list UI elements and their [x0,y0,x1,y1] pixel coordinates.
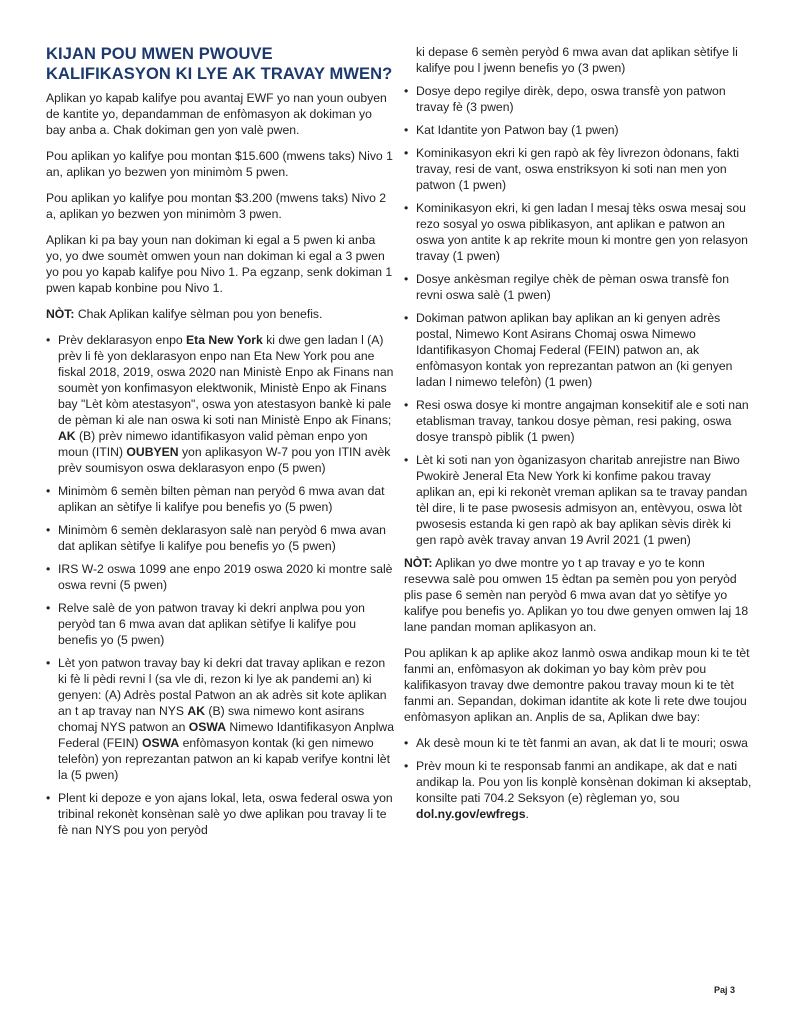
list-item [404,122,752,138]
intro-paragraph-3: Pou aplikan yo kalifye pou montan $3.200 (mwens taks) Nivo 2 a, aplikan yo bezwen yon minimòm 3 pwen. [46,191,387,221]
text-segment: Kat Idantite yon Patwon bay (1 pwen) [416,123,619,137]
list-item-text [58,601,365,647]
list-item [404,758,752,822]
document-list-left [46,332,394,838]
intro-paragraph-1: Aplikan yo kapab kalifye pou avantaj EWF yo nan youn oubyen de kantite yo, depandamman de enfòmasyon ak dokiman yo bay anba a. Chak dokiman gen yon valè pwen. [46,91,387,137]
bullet-icon: • [46,333,51,347]
bold-text: Eta New York [186,333,263,347]
text-segment: ki dwe gen ladan l (A) prèv li fè yon deklarasyon enpo nan Eta New York pou ane fiskal 2018, 2019, oswa 2020 nan Ministè Enpo ak Finans nan soumèt yon konfimasyon elektwonik, Ministè Enpo ak Finans bay "Lèt kòm atestasyon", oswa yon atestasyon bankè ki pale de pèman ki ale nan oswa ki soti nan Ministè Enpo ak Finans; [58,333,394,427]
bullet-icon: • [46,601,51,615]
list-item-text [416,123,619,137]
text-segment: Dosye ankèsman regilye chèk de pèman oswa transfè fon revni oswa salè (1 pwen) [416,272,729,302]
note-one-benefit [46,306,394,322]
bullet-icon: • [404,759,409,773]
bullet-icon: • [404,736,409,750]
list-item-text [416,146,739,192]
left-column [46,44,394,845]
list-item-text [58,562,392,592]
list-item [46,655,394,783]
text-segment: Kominikasyon ekri, ki gen ladan l mesaj tèks oswa mesaj sou rezo sosyal yo oswa piblikasyon, ant aplikan e patwon an oswa yon antite k ap rekrite moun ki montre gen yon relasyon travay (1 pwen) [416,201,748,263]
list-item-text [416,311,732,389]
list-item [46,790,394,838]
text-segment: Minimòm 6 semèn bilten pèman nan peryòd 6 mwa avan dat aplikan an sètifye li kalifye pou benefis yo (5 pwen) [58,484,385,514]
text-segment: Prèv deklarasyon enpo [58,333,187,347]
text-segment: Dokiman patwon aplikan bay aplikan an ki genyen adrès postal, Nimewo Kont Asirans Chomaj oswa Nimewo Idantifikasyon Chomaj Federal (FEIN) patwon an, ak enfòmasyon kontak yon reprezantan patwon an (ki genyen ladan l nimewo telefòn) (1 pwen) [416,311,733,389]
bullet-icon: • [46,523,51,537]
bold-text: OSWA [188,720,226,734]
text-segment: Prèv moun ki te responsab fanmi an andikape, ak dat e nati andikap la. Pou yon lis konplè konsènan dokiman ki akseptab, konsilte pati 704.2 Seksyon (e) règleman yo, sou [416,759,752,805]
list-item-text [416,736,748,750]
text-segment: Lèt ki soti nan yon òganizasyon charitab anrejistre nan Biwo Pwokirè Jeneral Eta New York ki konfime pakou travay aplikan an, epi ki rekonèt vreman aplikan sa te travay pandan tèl dire, li te pase pwosesis admisyon an, entèvyou, oswa lòt pwosesis estanda ki gen rapò ak bay aplikan sèvis dirèk ki gen rapò avèk travay anvan 19 Avril 2021 (1 pwen) [416,453,748,547]
note-label: NÒT: [46,307,75,321]
text-segment: Plent ki depoze e yon ajans lokal, leta, oswa federal oswa yon tribinal rekonèt konsènan salè yo dwe aplikan pou travay li te fè nan NYS pou yon peryòd [58,791,393,837]
list-item-text [58,791,393,837]
text-segment: ki depase 6 semèn peryòd 6 mwa avan dat aplikan sètifye li kalifye pou l jwenn benefis yo (3 pwen) [416,45,738,75]
text-segment: Resi oswa dosye ki montre angajman konsekitif ale e soti nan etablisman travay, tankou dosye pèman, resi paking, oswa dosye transpò piblik (1 pwen) [416,398,749,444]
text-segment: . [525,807,529,821]
bold-text: OSWA [141,736,180,750]
page-number: Paj 3 [714,985,736,995]
bullet-icon: • [404,201,409,215]
death-disability-paragraph: Pou aplikan k ap aplike akoz lanmò oswa andikap moun ki te tèt fanmi an, enfòmasyon ak dokiman yo bay kòm prèv pou kalifikasyon travay dwe demontre pakou travay moun ki te tèt fanmi an. Sepandan, dokiman idantite ak kote li rete dwe toujou enfòmasyon aplikan an. Anplis de sa, Aplikan dwe bay: [404,646,750,724]
text-segment: Kominikasyon ekri ki gen rapò ak fèy livrezon òdonans, fakti travay, resi de vant, oswa enstriksyon ki soti nan men yon patwon (1 pwen) [416,146,740,192]
list-item [404,397,752,445]
list-item-text [416,453,747,547]
bullet-icon: • [46,791,51,805]
list-item [404,200,752,264]
bold-text: OUBYEN [126,445,179,459]
text-segment: (B) prèv nimewo idantifikasyon valid pèman enpo yon moun (ITIN) [58,429,368,459]
list-item-text [58,333,393,475]
text-segment: Minimòm 6 semèn deklarasyon salè nan peryòd 6 mwa avan dat aplikan sètifye li kalifye pou benefis yo (5 pwen) [58,523,386,553]
text-segment: Relve salè de yon patwon travay ki dekri anplwa pou yon peryòd tan 6 mwa avan dat aplikan sètifye li kalifye pou benefis yo (5 pwen) [58,601,365,647]
bullet-icon: • [46,562,51,576]
note-text: Aplikan yo dwe montre yo t ap travay e yo te konn resevwa salè pou omwen 15 èdtan pa semèn pou yon peryòd plis pase 6 semèn nan peryòd 6 mwa avan dat yo sètifye yo kalifye pou benefis yo. Aplikan yo tou dwe genyen omwen laj 18 lane pandan moman aplikasyon an. [404,556,749,634]
list-item [404,44,752,76]
bullet-icon: • [46,484,51,498]
text-segment: enfòmasyon kontak (ki gen nimewo telefòn) yon reprezantan patwon an ki kapab verifye kontni lèt la (5 pwen) [58,736,390,782]
list-item-text [416,84,726,114]
document-list-right [404,44,752,548]
list-item [404,83,752,115]
text-segment: (B) swa nimewo kont asirans chomaj NYS patwon an [58,704,365,734]
list-item-text [416,45,738,75]
bold-text: AK [187,704,206,718]
list-item-text [416,272,729,302]
bullet-icon: • [404,398,409,412]
text-segment: Lèt yon patwon travay bay ki dekri dat travay aplikan e rezon ki fè li pèdi revni l (sa vle di, rezon ki lye ak pandemi an) ki genyen: (A) Adrès postal Patwon an ak adrès sit kote aplikan an t ap travay nan NYS [58,656,387,718]
bullet-icon: • [46,656,51,670]
text-segment: yon aplikasyon W-7 pou yon ITIN avèk prèv soumisyon oswa deklarasyon enpo (5 pwen) [58,445,391,475]
note-label: NÒT: [404,556,433,570]
list-item [404,271,752,303]
text-segment: IRS W-2 oswa 1099 ane enpo 2019 oswa 2020 ki montre salè oswa revni (5 pwen) [58,562,393,592]
list-item [404,735,752,751]
bold-text: dol.ny.gov/ewfregs [416,807,526,821]
list-item-text [58,523,386,553]
list-item [46,483,394,515]
bullet-icon: • [404,272,409,286]
additional-requirements-list [404,735,752,822]
bullet-icon: • [404,453,409,467]
bullet-icon: • [404,311,409,325]
bold-text: AK [58,429,76,443]
list-item-text [416,201,748,263]
bullet-icon: • [404,123,409,137]
intro-paragraph-4: Aplikan ki pa bay youn nan dokiman ki egal a 5 pwen ki anba yo, yo dwe soumèt omwen youn nan dokiman ki egal a 3 pwen yo pou yo kapab kalifye pou Nivo 1. Pa egzanp, senk dokiman 1 pwen kapab konbine pou Nivo 1. [46,233,393,295]
page-title: KIJAN POU MWEN PWOUVE KALIFIKASYON KI LYE AK TRAVAY MWEN? [46,45,393,83]
right-column [404,44,752,829]
list-item-text [58,484,385,514]
list-item [46,332,394,476]
list-item [404,452,752,548]
text-segment: Dosye depo regilye dirèk, depo, oswa transfè yon patwon travay fè (3 pwen) [416,84,726,114]
note-work-hours [404,555,752,635]
note-text: Chak Aplikan kalifye sèlman pou yon benefis. [74,307,323,321]
bullet-icon: • [404,84,409,98]
list-item-text [58,656,394,782]
text-segment: Nimewo Idantifikasyon Anplwa Federal (FEIN) [58,720,394,750]
intro-paragraph-2: Pou aplikan yo kalifye pou montan $15.600 (mwens taks) Nivo 1 an, aplikan yo bezwen yon minimòm 5 pwen. [46,149,393,179]
list-item [46,561,394,593]
list-item-text [416,759,751,821]
list-item [46,600,394,648]
list-item [404,310,752,390]
bullet-icon: • [404,146,409,160]
text-segment: Ak desè moun ki te tèt fanmi an avan, ak dat li te mouri; oswa [416,736,748,750]
list-item [46,522,394,554]
list-item [404,145,752,193]
list-item-text [416,398,749,444]
